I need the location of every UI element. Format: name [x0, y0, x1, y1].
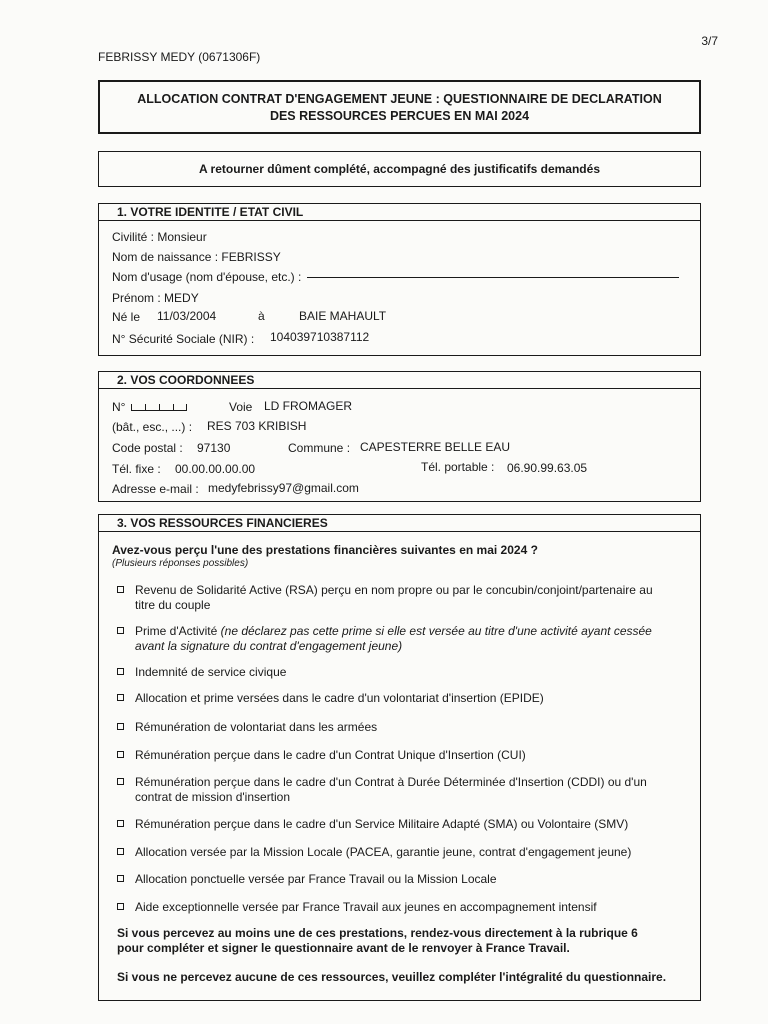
tel-fixe-label: Tél. fixe : [112, 462, 161, 476]
title-line-1: ALLOCATION CONTRAT D'ENGAGEMENT JEUNE : QUESTIONNAIRE DE DECLARATION [137, 92, 662, 106]
a-label: à [258, 309, 265, 323]
section-identity [98, 203, 701, 356]
batiment-value: RES 703 KRIBISH [207, 419, 307, 433]
commune-value: CAPESTERRE BELLE EAU [360, 440, 511, 454]
section-ressources [98, 514, 701, 1001]
checkbox-mission-locale[interactable] [117, 848, 124, 855]
checkbox-cddi[interactable] [117, 778, 124, 785]
nom-naissance-row [112, 250, 281, 264]
item-line: contrat de mission d'insertion [135, 790, 291, 804]
header-name: FEBRISSY MEDY (0671306F) [98, 50, 261, 64]
item-text: Allocation ponctuelle versée par France Travail ou la Mission Locale [135, 872, 497, 886]
section-coordonnees [98, 371, 701, 502]
title-box [98, 80, 701, 134]
item-text: Indemnité de service civique [135, 665, 287, 679]
item-text: Allocation versée par la Mission Locale (PACEA, garantie jeune, contrat d'engagement jeune) [135, 845, 632, 859]
secu-label: N° Sécurité Sociale (NIR) : [112, 332, 255, 346]
item-line [135, 624, 699, 639]
tel-fixe-value: 00.00.00.00.00 [175, 462, 256, 476]
voie-label: Voie [229, 400, 253, 414]
item-label: Prime d'Activité [135, 624, 218, 638]
ressources-question: Avez-vous perçu l'une des prestations financières suivantes en mai 2024 ? [112, 543, 538, 557]
numero-boxes[interactable] [131, 402, 187, 411]
commune-label: Commune : [288, 441, 351, 455]
notice-line: pour compléter et signer le questionnaire avant de le renvoyer à France Travail. [117, 941, 570, 955]
instructions-box [98, 151, 701, 187]
item-line: titre du couple [135, 598, 211, 612]
ne-le-value: 11/03/2004 [157, 309, 217, 323]
prenom-row [112, 291, 199, 305]
checkbox-rsa[interactable] [117, 586, 124, 593]
ressources-question-note: (Plusieurs réponses possibles) [112, 558, 249, 569]
checkbox-service-civique[interactable] [117, 668, 124, 675]
nom-naissance-label: Nom de naissance : [112, 250, 219, 264]
cp-label: Code postal : [112, 441, 183, 455]
checkbox-sma-smv[interactable] [117, 820, 124, 827]
voie-value: LD FROMAGER [264, 399, 353, 413]
item-text: Aide exceptionnelle versée par France Travail aux jeunes en accompagnement intensif [135, 900, 597, 914]
item-italic-note: (ne déclarez pas cette prime si elle est versée au titre d'une activité ayant cessée [220, 624, 652, 638]
secu-value: 104039710387112 [270, 330, 370, 344]
email-value: medyfebrissy97@gmail.com [208, 481, 359, 495]
civilite-row [112, 230, 207, 244]
item-text [135, 583, 699, 613]
notice-line: Si vous percevez au moins une de ces prestations, rendez-vous directement à la rubrique 6 [117, 926, 638, 940]
nom-usage-row [112, 270, 679, 284]
checkbox-aide-exceptionnelle[interactable] [117, 903, 124, 910]
section-ressources-heading: 3. VOS RESSOURCES FINANCIERES [99, 515, 700, 532]
lieu-naissance-value: BAIE MAHAULT [299, 309, 387, 323]
checkbox-epide[interactable] [117, 694, 124, 701]
nom-naissance-value: FEBRISSY [221, 250, 281, 264]
item-line: Rémunération perçue dans le cadre d'un Contrat à Durée Déterminée d'Insertion (CDDI) ou d'un [135, 775, 647, 789]
item-line: Revenu de Solidarité Active (RSA) perçu en nom propre ou par le concubin/conjoint/partenaire au [135, 583, 653, 597]
item-text [135, 624, 699, 654]
checkbox-volontariat-armees[interactable] [117, 723, 124, 730]
prenom-value: MEDY [164, 291, 199, 305]
instructions-text: A retourner dûment complété, accompagné des justificatifs demandés [199, 162, 600, 176]
nom-usage-label: Nom d'usage (nom d'épouse, etc.) : [112, 270, 302, 284]
item-text: Rémunération de volontariat dans les armées [135, 720, 378, 734]
notice-aucune-ressource: Si vous ne percevez aucune de ces ressources, veuillez compléter l'intégralité du questionnaire. [117, 970, 667, 984]
item-text: Allocation et prime versées dans le cadre d'un volontariat d'insertion (EPIDE) [135, 691, 544, 705]
checkbox-allocation-ponctuelle[interactable] [117, 875, 124, 882]
section-identity-heading: 1. VOTRE IDENTITE / ETAT CIVIL [99, 204, 700, 221]
title-line-2: DES RESSOURCES PERCUES EN MAI 2024 [269, 109, 530, 123]
item-text [135, 775, 699, 805]
checkbox-cui[interactable] [117, 751, 124, 758]
tel-portable-label: Tél. portable : [421, 460, 495, 474]
section-coordonnees-heading: 2. VOS COORDONNEES [99, 372, 700, 389]
civilite-value: Monsieur [157, 230, 207, 244]
email-label: Adresse e-mail : [112, 482, 199, 496]
cp-value: 97130 [197, 441, 231, 455]
numero-row [112, 400, 187, 414]
item-line: avant la signature du contrat d'engagement jeune) [135, 639, 403, 653]
nom-usage-line[interactable] [307, 277, 679, 278]
item-text: Rémunération perçue dans le cadre d'un Service Militaire Adapté (SMA) ou Volontaire (SMV) [135, 817, 629, 831]
tel-portable-value: 06.90.99.63.05 [507, 461, 588, 475]
prenom-label: Prénom : [112, 291, 161, 305]
notice-prestations [117, 926, 697, 956]
checkbox-prime-activite[interactable] [117, 627, 124, 634]
batiment-label: (bât., esc., ...) : [112, 420, 193, 434]
page-number: 3/7 [701, 34, 718, 48]
civilite-label: Civilité : [112, 230, 155, 244]
item-text: Rémunération perçue dans le cadre d'un Contrat Unique d'Insertion (CUI) [135, 748, 526, 762]
ne-le-label: Né le [112, 310, 141, 324]
numero-label: N° [112, 400, 126, 414]
